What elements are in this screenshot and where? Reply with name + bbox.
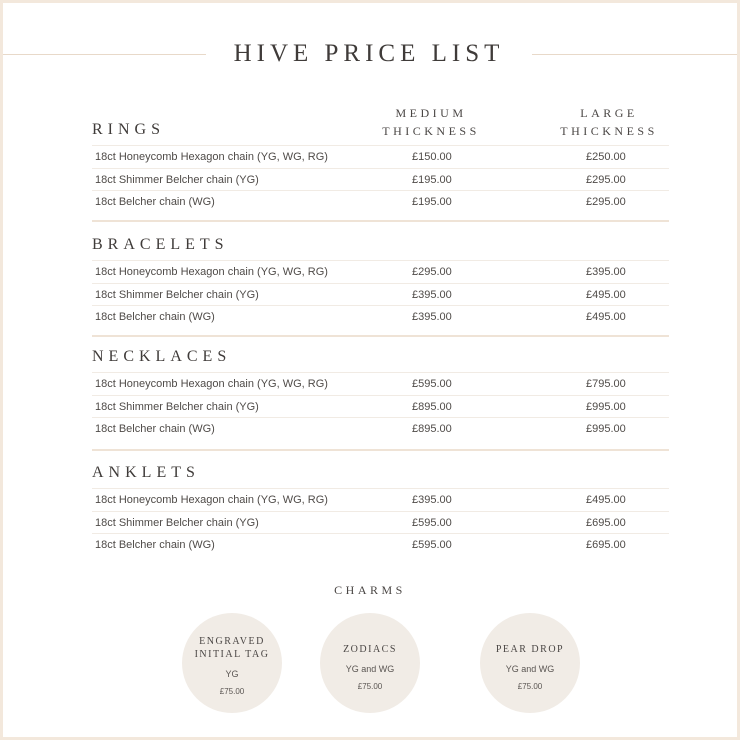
- price-large: £495.00: [586, 494, 626, 506]
- price-large: £795.00: [586, 378, 626, 390]
- price-medium: £595.00: [412, 378, 452, 390]
- page-title: HIVE PRICE LIST: [233, 40, 505, 67]
- table-row: [92, 488, 669, 511]
- column-header-large: LARGE THICKNESS: [560, 106, 658, 138]
- section-divider: [92, 220, 669, 222]
- item-name: 18ct Honeycomb Hexagon chain (YG, WG, RG): [95, 151, 328, 163]
- table-row: [92, 395, 669, 418]
- price-large: £995.00: [586, 423, 626, 435]
- charm-engraved-initial-tag: [182, 613, 282, 713]
- title-divider-left: [3, 54, 206, 55]
- item-name: 18ct Shimmer Belcher chain (YG): [95, 288, 259, 301]
- charm-metal: YG and WG: [345, 664, 395, 674]
- table-row: [92, 283, 669, 306]
- item-name: 18ct Belcher chain (WG): [95, 423, 215, 435]
- price-medium: £195.00: [412, 173, 452, 186]
- charm-name: ENGRAVED INITIAL TAG: [194, 636, 270, 660]
- charms-title: CHARMS: [334, 583, 406, 597]
- section-title: BRACELETS: [92, 236, 229, 253]
- section-title: NECKLACES: [92, 348, 232, 365]
- section-divider: [92, 335, 669, 337]
- charm-price: £75.00: [517, 682, 543, 691]
- table-row: [92, 372, 669, 395]
- price-medium: £595.00: [412, 539, 452, 551]
- section-divider: [92, 449, 669, 451]
- charm-pear-drop: [480, 613, 580, 713]
- price-medium: £195.00: [412, 196, 452, 208]
- item-name: 18ct Shimmer Belcher chain (YG): [95, 400, 259, 413]
- table-row: [92, 168, 669, 191]
- item-name: 18ct Honeycomb Hexagon chain (YG, WG, RG): [95, 266, 328, 278]
- price-large: £695.00: [586, 516, 626, 529]
- price-medium: £395.00: [412, 494, 452, 506]
- item-name: 18ct Shimmer Belcher chain (YG): [95, 173, 259, 186]
- table-row: [92, 190, 669, 213]
- charm-price: £75.00: [357, 682, 383, 691]
- item-name: 18ct Belcher chain (WG): [95, 539, 215, 551]
- item-name: 18ct Belcher chain (WG): [95, 196, 215, 208]
- section-title: RINGS: [92, 121, 166, 138]
- price-medium: £295.00: [412, 266, 452, 278]
- price-large: £995.00: [586, 400, 626, 413]
- price-large: £495.00: [586, 288, 626, 301]
- table-row: [92, 145, 669, 168]
- item-name: 18ct Honeycomb Hexagon chain (YG, WG, RG): [95, 494, 328, 506]
- title-row: [0, 38, 740, 70]
- item-name: 18ct Shimmer Belcher chain (YG): [95, 516, 259, 529]
- charm-metal: YG and WG: [505, 664, 555, 674]
- price-medium: £395.00: [412, 288, 452, 301]
- price-table: [92, 372, 669, 440]
- price-table: [92, 488, 669, 556]
- charm-name: PEAR DROP: [495, 644, 565, 655]
- price-medium: £150.00: [412, 151, 452, 163]
- table-row: [92, 533, 669, 556]
- price-table: [92, 260, 669, 328]
- price-large: £295.00: [586, 173, 626, 186]
- table-row: [92, 260, 669, 283]
- charm-price: £75.00: [219, 687, 245, 696]
- price-large: £395.00: [586, 266, 626, 278]
- price-medium: £395.00: [412, 311, 452, 323]
- section-title: ANKLETS: [92, 464, 200, 481]
- charm-name: ZODIACS: [343, 644, 397, 655]
- price-large: £695.00: [586, 539, 626, 551]
- table-row: [92, 511, 669, 534]
- title-divider-right: [532, 54, 737, 55]
- price-medium: £595.00: [412, 516, 452, 529]
- price-table: [92, 145, 669, 213]
- price-large: £250.00: [586, 151, 626, 163]
- item-name: 18ct Honeycomb Hexagon chain (YG, WG, RG): [95, 378, 328, 390]
- item-name: 18ct Belcher chain (WG): [95, 311, 215, 323]
- charm-zodiacs: [320, 613, 420, 713]
- charm-metal: YG: [225, 669, 239, 679]
- price-large: £495.00: [586, 311, 626, 323]
- price-medium: £895.00: [412, 400, 452, 413]
- price-large: £295.00: [586, 196, 626, 208]
- table-row: [92, 417, 669, 440]
- price-medium: £895.00: [412, 423, 452, 435]
- table-row: [92, 305, 669, 328]
- column-header-medium: MEDIUM THICKNESS: [382, 106, 480, 138]
